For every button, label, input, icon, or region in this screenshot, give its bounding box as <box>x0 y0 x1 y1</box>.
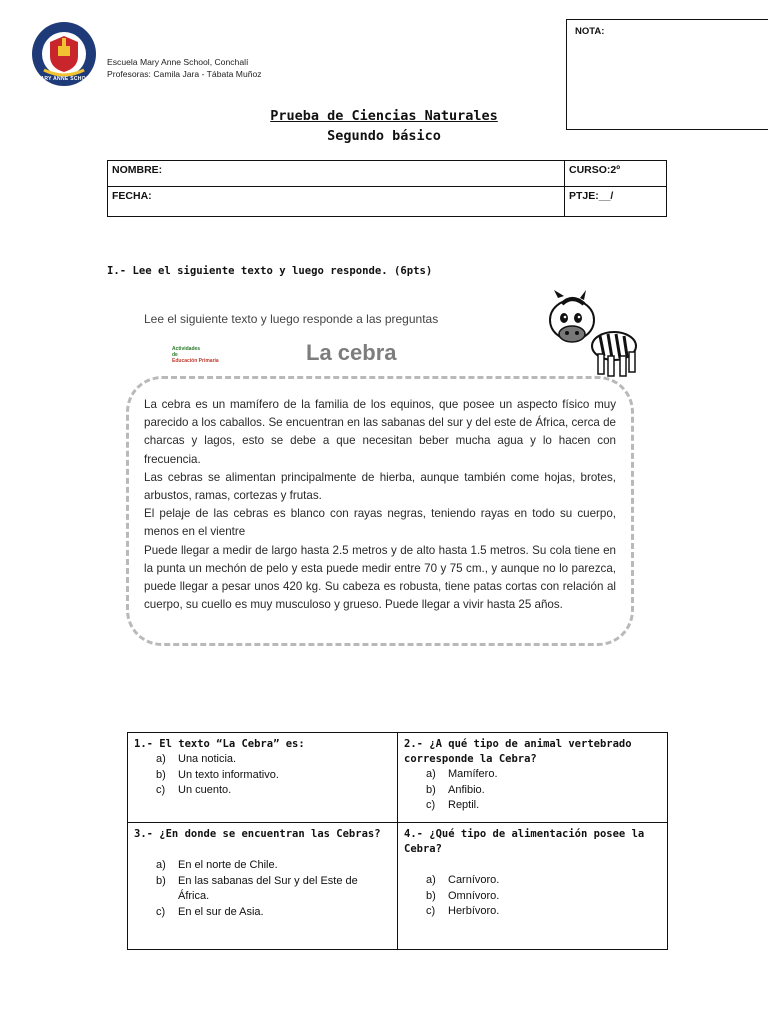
reading-paragraph: Las cebras se alimentan principalmente de hierba, aunque también come hojas, brotes, arbustos, ramas, cortezas y frutas. <box>144 470 616 503</box>
reading-passage <box>120 290 646 660</box>
reading-paragraph: La cebra es un mamífero de la familia de los equinos, que posee un aspecto físico muy parecido a los caballos. Se encuentran en las sabanas del sur y del este de África, cerca de charcas y lagos, esto se debe a que necesitan beber mucha agua y lo hacen con frecuencia. <box>144 398 616 466</box>
answer-option[interactable]: b) Omnívoro. <box>426 889 500 902</box>
answer-option[interactable]: a) Carnívoro. <box>426 874 500 886</box>
answer-option[interactable]: b) Anfibio. <box>426 783 485 796</box>
question-2 <box>398 733 668 823</box>
question-1 <box>128 733 398 823</box>
question-text: 2.- ¿A qué tipo de animal vertebrado corresponde la Cebra? <box>404 738 632 765</box>
question-text: 1.- El texto “La Cebra” es: <box>134 738 305 750</box>
activities-logo-line: Educación Primaria <box>172 358 219 364</box>
school-info <box>107 56 262 80</box>
main-title: Prueba de Ciencias Naturales <box>270 108 498 124</box>
course-label: CURSO:2º <box>569 164 621 176</box>
reading-text <box>144 396 616 614</box>
answer-option[interactable]: a) En el norte de Chile. <box>156 859 278 871</box>
student-info-table <box>107 160 667 217</box>
answer-option[interactable]: c) Herbívoro. <box>426 905 500 917</box>
activities-logo <box>172 346 219 364</box>
name-label: NOMBRE: <box>112 164 163 176</box>
answer-option[interactable]: b) Un texto informativo. <box>156 768 279 781</box>
section-title: I.- Lee el siguiente texto y luego responde. (6pts) <box>107 265 433 277</box>
sub-title: Segundo básico <box>327 128 441 144</box>
logo-text: MARY ANNE SCHOOL <box>36 76 94 82</box>
teachers-line: Profesoras: Camila Jara - Tábata Muñoz <box>107 69 262 79</box>
answer-option[interactable]: b) En las sabanas del Sur y del Este de África. <box>156 874 358 902</box>
answer-option[interactable]: a) Mamífero. <box>426 768 498 780</box>
date-label: FECHA: <box>112 190 152 202</box>
score-field[interactable] <box>565 187 667 217</box>
score-label: PTJE:__/ <box>569 190 614 202</box>
answer-option[interactable]: a) Una noticia. <box>156 753 237 765</box>
reading-intro: Lee el siguiente texto y luego responde a las preguntas <box>144 312 439 326</box>
grade-label: NOTA: <box>575 26 605 37</box>
activities-logo-line: de <box>172 352 178 358</box>
answer-option[interactable]: c) Un cuento. <box>156 784 232 796</box>
school-line: Escuela Mary Anne School, Conchalí <box>107 57 249 67</box>
question-text: 4.- ¿Qué tipo de alimentación posee la Cebra? <box>404 828 645 855</box>
question-4 <box>398 823 668 950</box>
reading-title: La cebra <box>306 340 397 365</box>
questions-table <box>127 732 668 950</box>
test-title <box>0 106 768 146</box>
course-field[interactable] <box>565 161 667 187</box>
answer-option[interactable]: c) En el sur de Asia. <box>156 905 264 918</box>
reading-paragraph: Puede llegar a medir de largo hasta 2.5 metros y de alto hasta 1.5 metros. Su cola tiene en la punta un mechón de pelo y esta puede medir entre 70 y 75 cm., y aunque no lo parezca, puede llegar a pesar unos 420 kg. Su cabeza es robusta, tiene patas cortas con relación al cuerpo, su cuello es muy musculoso y grueso. Puede llegar a vivir hasta 25 años. <box>144 543 616 612</box>
reading-paragraph: El pelaje de las cebras es blanco con rayas negras, teniendo rayas en todo su cuerpo, menos en el vientre <box>144 507 616 539</box>
activities-logo-line: Actividades <box>172 346 201 352</box>
date-field[interactable] <box>108 187 565 217</box>
answer-option[interactable]: c) Reptil. <box>426 799 480 811</box>
question-text: 3.- ¿En donde se encuentran las Cebras? <box>134 828 381 840</box>
question-3 <box>128 823 398 950</box>
name-field[interactable] <box>108 161 565 187</box>
zebra-icon <box>544 290 646 382</box>
